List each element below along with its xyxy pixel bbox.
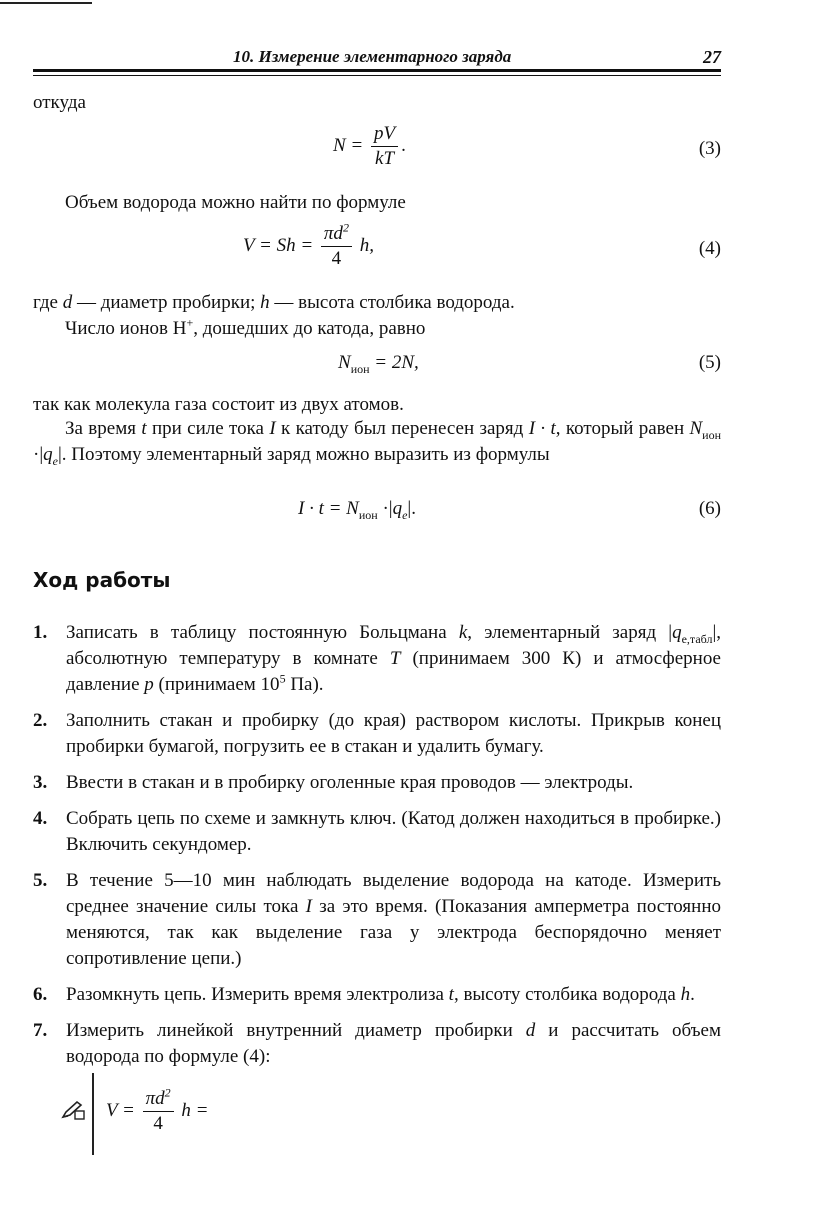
eq4-denominator: 4 xyxy=(331,248,342,269)
answer-lhs: V = xyxy=(106,1099,135,1121)
list-item xyxy=(33,806,721,858)
where-post: — высота столбика водорода. xyxy=(269,292,515,313)
item-var: T xyxy=(389,648,401,669)
answer-denominator: 4 xyxy=(153,1113,163,1134)
item-marker: 7. xyxy=(33,1020,48,1041)
ions-sup: + xyxy=(186,315,194,330)
item-var: p xyxy=(144,674,154,695)
time-3: к катоду был перенесен заряд xyxy=(275,418,529,439)
eq4-numerator: πd xyxy=(323,223,343,244)
header-rule-thick xyxy=(33,69,721,72)
eq5-rhs: = 2N, xyxy=(369,352,419,373)
item-text: |, абсолютную температуру в комнате xyxy=(66,622,722,669)
item-text: и рассчитать объем водорода по формуле (4): xyxy=(66,1020,721,1067)
eq3-numerator: pV xyxy=(371,122,398,147)
item-marker: 2. xyxy=(33,710,48,731)
time-e: e xyxy=(52,453,58,468)
item-text: В течение 5—10 мин наблюдать выделение водорода на катоде. Измерить среднее значение силы тока xyxy=(66,870,721,917)
equation-6 xyxy=(33,496,721,552)
item-text: Собрать цепь по схеме и замкнуть ключ. (Катод должен находиться в пробирке.) Включить секундомер. xyxy=(66,808,721,855)
eq6-q-sub: e xyxy=(402,507,408,522)
list-item xyxy=(33,770,721,796)
item-text: Па). xyxy=(285,674,324,695)
chapter-title: 10. Измерение элементарного заряда xyxy=(233,47,512,66)
equation-4 xyxy=(33,222,721,278)
time-N: N xyxy=(689,418,703,439)
list-item xyxy=(33,1018,721,1070)
item-text: (принимаем 10 xyxy=(153,674,280,695)
time-4: , который равен xyxy=(555,418,690,439)
eq5-number: (5) xyxy=(698,352,721,373)
list-item xyxy=(33,708,721,760)
answer-block xyxy=(60,1073,360,1155)
ions-post: , дошедших до катода, равно xyxy=(193,318,426,339)
eq6-lhs: I · t = N xyxy=(298,498,359,519)
time-6: |. Поэтому элементарный заряд можно выразить из формулы xyxy=(57,444,550,465)
paragraph-time xyxy=(33,416,721,468)
eq5-lhs-sub: ион xyxy=(350,361,370,376)
time-t: t xyxy=(141,418,147,439)
eq6-number: (6) xyxy=(698,498,721,519)
procedure-list xyxy=(33,620,721,1080)
item-text: Разомкнуть цепь. Измерить время электролиза xyxy=(66,984,449,1005)
equation-3 xyxy=(33,122,721,178)
where-mid: — диаметр пробирки; xyxy=(72,292,261,313)
page-number: 27 xyxy=(703,47,721,67)
answer-fraction xyxy=(143,1087,174,1136)
eq3-number: (3) xyxy=(698,138,721,159)
paragraph-where xyxy=(33,290,721,316)
eq5-lhs: N xyxy=(338,352,351,373)
eq6-lhs-sub: ион xyxy=(358,507,378,522)
eq4-tail: h, xyxy=(359,234,374,256)
time-5: ·| xyxy=(33,444,44,465)
time-q: q xyxy=(43,444,53,465)
item-text: (принимаем 300 К) и атмосферное давление xyxy=(66,648,721,695)
eq4-numerator-exp: 2 xyxy=(342,220,349,235)
item-sub: e,табл xyxy=(681,631,713,646)
item-text: Записать в таблицу постоянную Больцмана xyxy=(66,622,459,643)
time-2: при силе тока xyxy=(146,418,270,439)
item-text: за это время. (Показания амперметра постоянно меняются, так как выделение газа у электрода беспорядочно меняет сопротивление цепи.) xyxy=(66,896,721,969)
eq3-fraction xyxy=(371,122,398,171)
paragraph-volume-intro: Объем водорода можно найти по формуле xyxy=(65,192,406,213)
paragraph-molecule: так как молекула газа состоит из двух атомов. xyxy=(33,394,404,415)
item-text: Заполнить стакан и пробирку (до края) раствором кислоты. Прикрыв конец пробирки бумагой, погрузить ее в стакан и удалить бумагу. xyxy=(66,710,721,757)
eq4-lhs: V = Sh = xyxy=(243,234,314,256)
eq4-fraction xyxy=(321,222,352,271)
answer-tail: h = xyxy=(181,1099,209,1121)
item-marker: 1. xyxy=(33,622,48,643)
item-text: Ввести в стакан и в пробирку оголенные края проводов — электроды. xyxy=(66,772,634,793)
item-marker: 4. xyxy=(33,808,48,829)
time-1: За время xyxy=(65,418,142,439)
answer-numerator: πd xyxy=(145,1088,165,1109)
where-h: h xyxy=(260,292,270,313)
eq3-tail: . xyxy=(401,134,406,156)
item-var: q xyxy=(672,622,682,643)
eq6-tail: |. xyxy=(407,498,416,519)
time-I: I xyxy=(269,418,276,439)
item-var: t xyxy=(448,984,454,1005)
item-var: I xyxy=(305,896,312,917)
eq4-number: (4) xyxy=(698,238,721,259)
item-text: Измерить линейкой внутренний диаметр пробирки xyxy=(66,1020,526,1041)
item-text: , элементарный заряд | xyxy=(467,622,673,643)
item-marker: 3. xyxy=(33,772,48,793)
item-text: . xyxy=(690,984,695,1005)
pencil-icon xyxy=(60,1099,86,1121)
paragraph-ions xyxy=(33,316,721,342)
item-var: d xyxy=(525,1020,536,1041)
answer-margin-bar xyxy=(92,1073,94,1155)
item-var: h xyxy=(680,984,691,1005)
item-var: k xyxy=(458,622,468,643)
where-d: d xyxy=(62,292,73,313)
list-item xyxy=(33,868,721,972)
eq6-mid: ·| xyxy=(377,498,393,519)
time-It: I · t xyxy=(528,418,556,439)
running-head xyxy=(33,44,721,68)
ions-pre: Число ионов H xyxy=(65,318,187,339)
eq3-lhs: N = xyxy=(333,134,364,156)
item-marker: 6. xyxy=(33,984,48,1005)
answer-formula xyxy=(106,1087,208,1136)
eq3-denominator: kT xyxy=(375,148,395,169)
where-pre: где xyxy=(33,292,58,313)
item-marker: 5. xyxy=(33,870,48,891)
section-heading: Ход работы xyxy=(33,568,171,592)
list-item xyxy=(33,982,721,1008)
paragraph-whence: откуда xyxy=(33,92,86,113)
answer-numerator-exp: 2 xyxy=(164,1085,171,1100)
eq6-q: q xyxy=(392,498,403,519)
item-sup: 5 xyxy=(279,671,286,686)
time-sub: ион xyxy=(702,427,722,442)
header-rule-thin xyxy=(33,75,721,76)
top-edge-rule xyxy=(0,2,92,4)
list-item xyxy=(33,620,721,698)
item-text: , высоту столбика водорода xyxy=(453,984,681,1005)
